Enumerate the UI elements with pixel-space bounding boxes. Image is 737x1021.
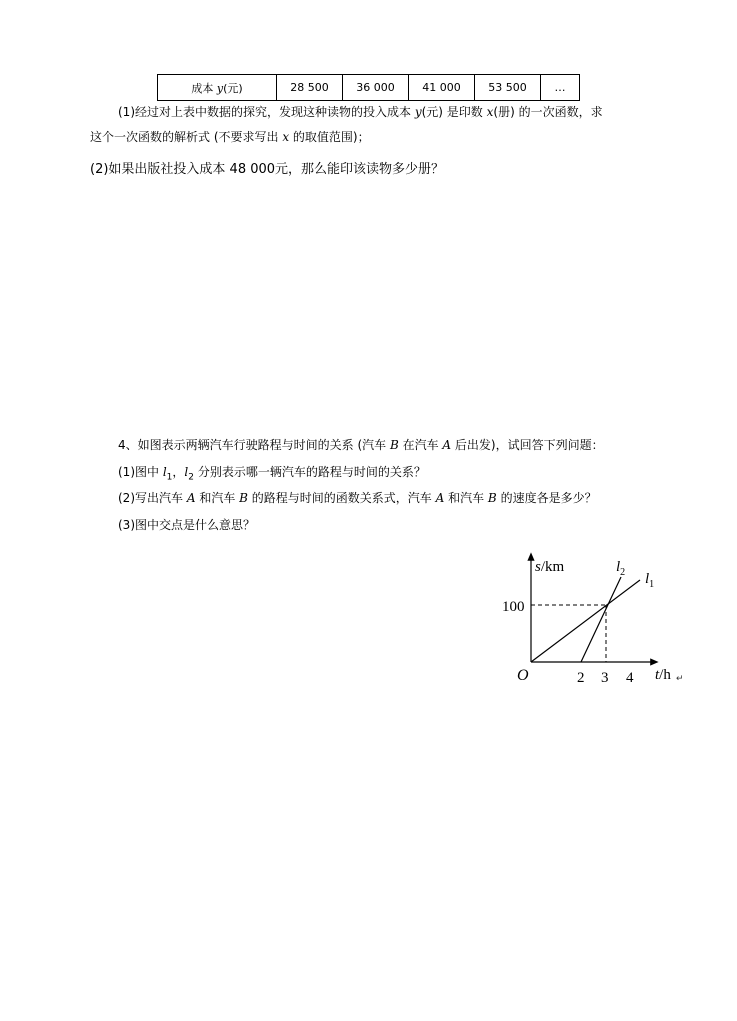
- x-axis-label: t/h: [655, 667, 671, 683]
- x-tick-label: 2: [577, 670, 585, 686]
- y-tick-label: 100: [502, 599, 525, 615]
- line-l1-label: $l_1$: [645, 571, 655, 590]
- table-cell: 41 000: [409, 75, 475, 101]
- q4-part3: (3)图中交点是什么意思？: [118, 518, 255, 532]
- table-cell: 28 500: [277, 75, 343, 101]
- origin-label: O: [517, 667, 529, 684]
- q4-intro: 4、如图表示两辆汽车行驶路程与时间的关系 (汽车 B 在汽车 A 后出发)，试回答下列问题：: [118, 438, 604, 452]
- line-l1: [531, 580, 640, 662]
- line-l2-label: $l_2$: [616, 559, 626, 578]
- q4-part2: (2)写出汽车 A 和汽车 B 的路程与时间的函数关系式，汽车 A 和汽车 B 的速度各是多少？: [118, 491, 597, 505]
- q4-part1: (1)图中 $l_1$，$l_2$ 分别表示哪一辆汽车的路程与时间的关系？: [118, 465, 426, 483]
- table-header-cell: 成本 y(元): [158, 75, 277, 101]
- y-axis-label: s/km: [535, 559, 565, 575]
- return-mark: ↵: [676, 673, 684, 683]
- q3-part2: (2)如果出版社投入成本 48 000元，那么能印该读物多少册？: [90, 162, 445, 177]
- table-cell: …: [541, 75, 580, 101]
- table-cell: 53 500: [475, 75, 541, 101]
- x-tick-label: 3: [601, 670, 609, 686]
- q3-part1-line1: (1)经过对上表中数据的探究，发现这种读物的投入成本 y(元) 是印数 x(册) 的一次函数，求: [118, 105, 603, 119]
- q3-part1-line2: 这个一次函数的解析式 (不要求写出 x 的取值范围)；: [90, 130, 370, 144]
- x-tick-label: 4: [626, 670, 634, 686]
- table-cell: 36 000: [343, 75, 409, 101]
